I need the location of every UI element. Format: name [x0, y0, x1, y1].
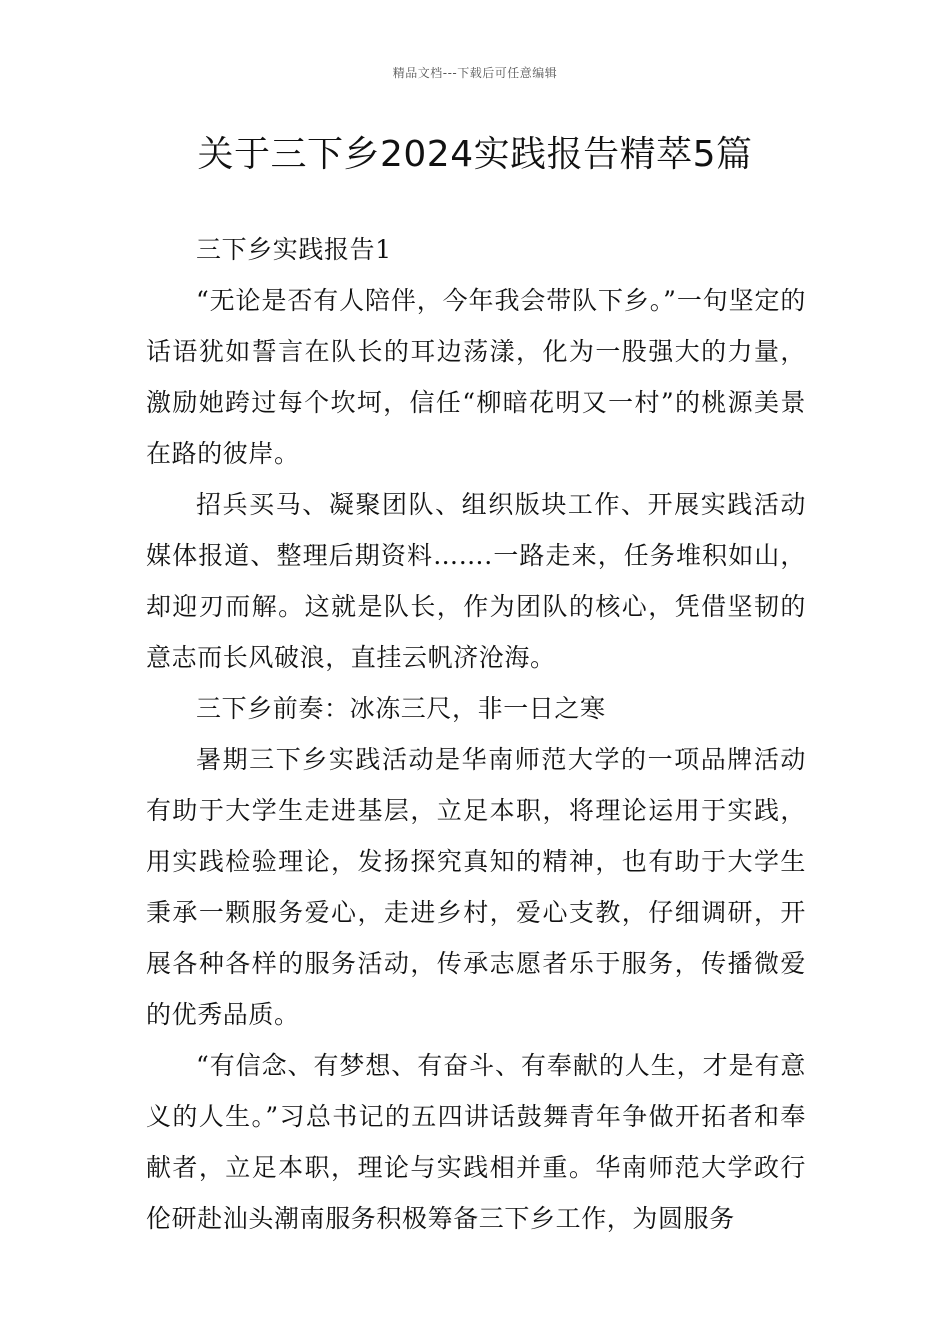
section-heading: 三下乡前奏：冰冻三尺，非一日之寒	[196, 694, 606, 723]
body-paragraph: “无论是否有人陪伴，今年我会带队下乡。”一句坚定的话语犹如誓言在队长的耳边荡漾，化为一股强大的力量，激励她跨过每个坎坷，信任“柳暗花明又一村”的桃源美景在路的彼岸。	[146, 286, 806, 468]
header-note: 精品文档---下载后可任意编辑	[392, 66, 558, 80]
body-paragraph: 暑期三下乡实践活动是华南师范大学的一项品牌活动有助于大学生走进基层，立足本职，将理论运用于实践，用实践检验理论，发扬探究真知的精神，也有助于大学生秉承一颗服务爱心，走进乡村，爱心支教，仔细调研，开展各种各样的服务活动，传承志愿者乐于服务，传播微爱的优秀品质。	[146, 745, 806, 1029]
document-title: 关于三下乡2024实践报告精萃5篇	[197, 134, 753, 175]
body-paragraph: 招兵买马、凝聚团队、组织版块工作、开展实践活动媒体报道、整理后期资料…….一路走来，任务堆积如山，却迎刃而解。这就是队长，作为团队的核心，凭借坚韧的意志而长风破浪，直挂云帆济沧海。	[146, 490, 806, 672]
document-body	[146, 224, 806, 1244]
body-paragraph: “有信念、有梦想、有奋斗、有奉献的人生，才是有意义的人生。”习总书记的五四讲话鼓舞青年争做开拓者和奉献者，立足本职，理论与实践相并重。华南师范大学政行伦研赴汕头潮南服务积极筹备三下乡工作，为圆服务	[146, 1051, 806, 1233]
section-heading: 三下乡实践报告1	[196, 235, 392, 264]
